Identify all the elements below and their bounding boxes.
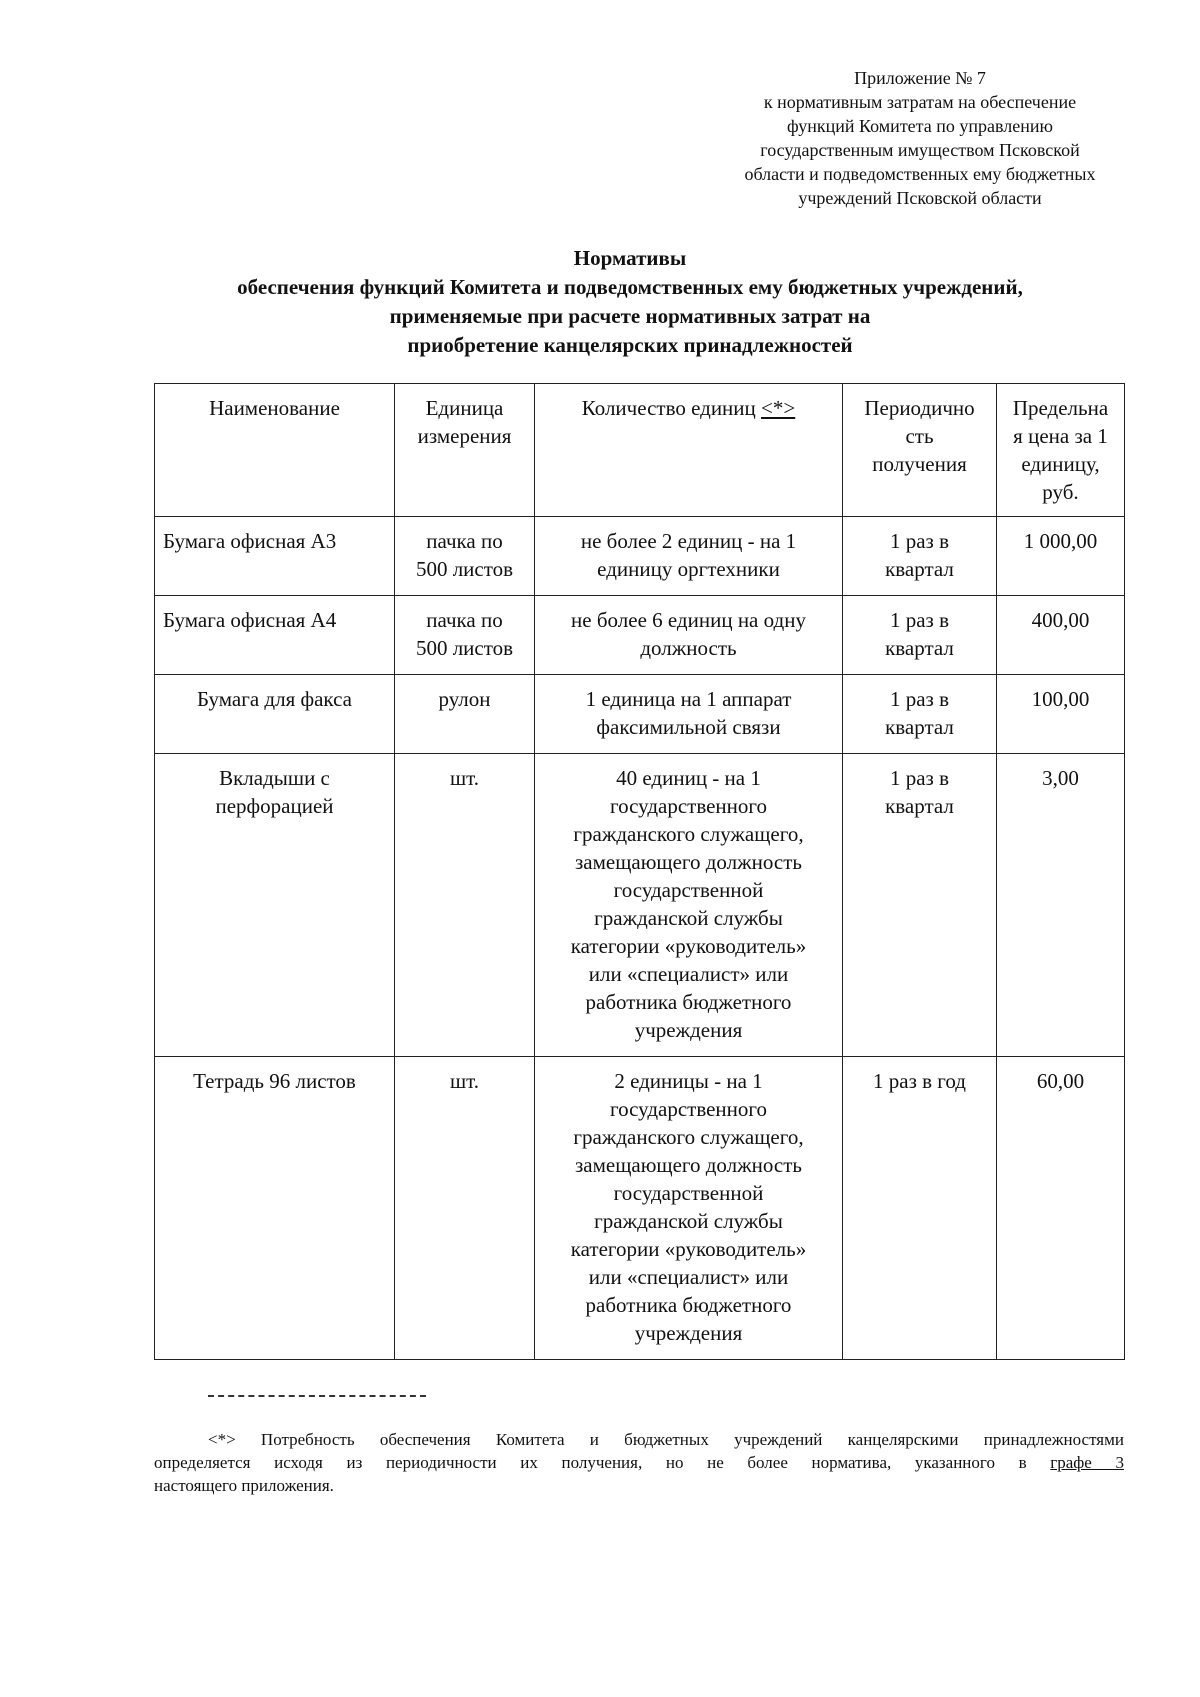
header-price: Предельна я цена за 1 единицу, руб. (997, 384, 1125, 517)
header-period: Периодично сть получения (843, 384, 997, 517)
cell-period: 1 раз в квартал (843, 754, 997, 1057)
cell-name: Бумага для факса (155, 675, 395, 754)
title-line: обеспечения функций Комитета и подведомственных ему бюджетных учреждений, (237, 275, 1023, 299)
table-row (155, 596, 1125, 675)
footnote-line: определяется исходя из периодичности их получения, но не более норматива, указанного в графе 3 (154, 1453, 1124, 1472)
table-row (155, 675, 1125, 754)
annex-line: учреждений Псковской области (798, 188, 1042, 208)
cell-unit: рулон (395, 675, 535, 754)
annex-header (700, 66, 1140, 210)
cell-price: 3,00 (997, 754, 1125, 1057)
cell-period: 1 раз в квартал (843, 596, 997, 675)
cell-unit: шт. (395, 754, 535, 1057)
cell-quantity: не более 2 единиц - на 1 единицу оргтехники (535, 517, 843, 596)
table-header-row (155, 384, 1125, 517)
graph-3-link[interactable]: графе 3 (1050, 1453, 1124, 1472)
cell-price: 400,00 (997, 596, 1125, 675)
norms-table (154, 383, 1125, 1360)
cell-quantity: 2 единицы - на 1 государственного гражданского служащего, замещающего должность государственной гражданской службы категории «руководитель» или «специалист» или работника бюджетного учреждения (535, 1057, 843, 1360)
cell-quantity: 1 единица на 1 аппарат факсимильной связи (535, 675, 843, 754)
cell-name: Бумага офисная А4 (155, 596, 395, 675)
footnote (154, 1428, 1124, 1497)
header-name: Наименование (155, 384, 395, 517)
document-title (100, 244, 1160, 360)
table-row (155, 754, 1125, 1057)
annex-line: области и подведомственных ему бюджетных (744, 164, 1096, 184)
annex-line: функций Комитета по управлению (787, 116, 1053, 136)
cell-price: 1 000,00 (997, 517, 1125, 596)
header-unit: Единица измерения (395, 384, 535, 517)
title-line: Нормативы (573, 246, 687, 270)
footnote-line: <*> Потребность обеспечения Комитета и бюджетных учреждений канцелярскими принадлежностями (208, 1430, 1124, 1449)
title-line: применяемые при расчете нормативных затрат на (389, 304, 871, 328)
table-row (155, 1057, 1125, 1360)
cell-period: 1 раз в год (843, 1057, 997, 1360)
cell-period: 1 раз в квартал (843, 517, 997, 596)
cell-name: Тетрадь 96 листов (155, 1057, 395, 1360)
footnote-divider (208, 1395, 426, 1397)
annex-line: Приложение № 7 (854, 68, 986, 88)
cell-name: Вкладыши с перфорацией (155, 754, 395, 1057)
cell-name: Бумага офисная А3 (155, 517, 395, 596)
title-line: приобретение канцелярских принадлежностей (407, 333, 853, 357)
footnote-ref-link[interactable]: <*> (761, 396, 796, 420)
annex-line: к нормативным затратам на обеспечение (763, 92, 1077, 112)
cell-price: 100,00 (997, 675, 1125, 754)
footnote-line: настоящего приложения. (154, 1476, 334, 1495)
cell-period: 1 раз в квартал (843, 675, 997, 754)
annex-line: государственным имуществом Псковской (760, 140, 1080, 160)
header-quantity: Количество единиц <*> (535, 384, 843, 517)
cell-quantity: не более 6 единиц на одну должность (535, 596, 843, 675)
cell-unit: пачка по 500 листов (395, 517, 535, 596)
table-row (155, 517, 1125, 596)
cell-quantity: 40 единиц - на 1 государственного гражданского служащего, замещающего должность государственной гражданской службы категории «руководитель» или «специалист» или работника бюджетного учреждения (535, 754, 843, 1057)
cell-unit: пачка по 500 листов (395, 596, 535, 675)
cell-unit: шт. (395, 1057, 535, 1360)
cell-price: 60,00 (997, 1057, 1125, 1360)
